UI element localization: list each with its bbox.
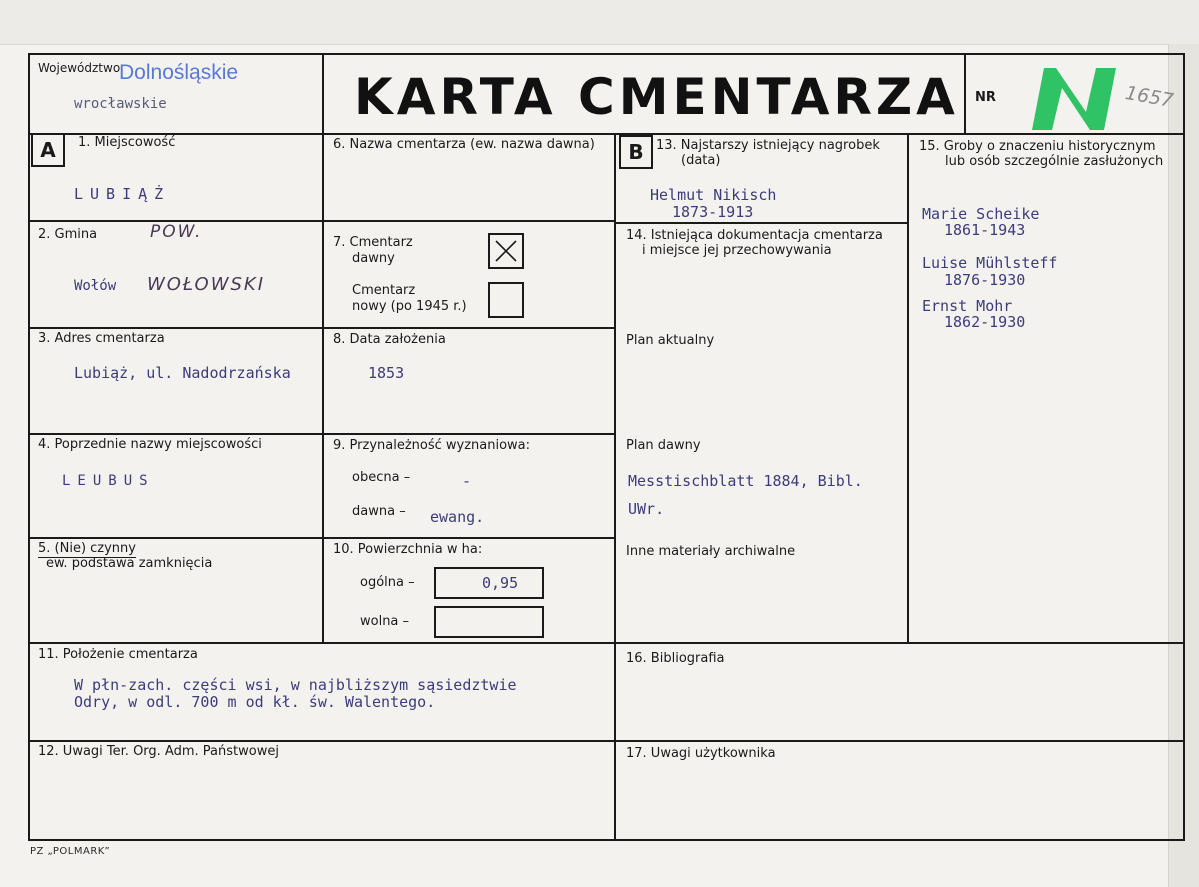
grave-1-dates: 1861-1943 [944,221,1026,239]
field-16-label: 16. Bibliografia [626,651,725,666]
field-2-handwritten-powiat: WOŁOWSKI [147,274,266,295]
field-9-obecna-value: - [462,472,472,490]
section-b-label: B [619,135,653,169]
field-4-label: 4. Poprzednie nazwy miejscowości [38,437,262,452]
field-7-label: 7. Cmentarz [333,235,413,250]
field-11-line-1: W płn-zach. części wsi, w najbliższym sąsiedztwie [74,676,517,694]
field-8-value: 1853 [368,364,405,382]
plan-dawny-value-1: Messtischblatt 1884, Bibl. [628,472,863,490]
nowy-checkbox[interactable] [488,282,524,318]
row-divider-4 [28,537,616,539]
field-15-label: 15. Groby o znaczeniu historycznym [919,139,1156,154]
field-5-sublabel: ew. podstawa zamknięcia [46,556,213,571]
wojewodztwo-stamp: Dolnośląskie [119,61,239,84]
field-5-label: 5. (Nie) czynny [38,541,136,556]
row-divider-6 [28,740,1185,742]
field-7-nowy-sublabel: nowy (po 1945 r.) [352,299,467,314]
field-3-label: 3. Adres cmentarza [38,331,165,346]
wojewodztwo-value: wrocławskie [74,96,167,112]
field-13-name: Helmut Nikisch [650,186,777,204]
grave-3-dates: 1862-1930 [944,313,1026,331]
field-11-line-2: Odry, w odl. 700 m od kł. św. Walentego. [74,693,436,711]
plan-dawny-value-2: UWr. [628,500,665,518]
paper-top-edge [0,0,1199,45]
field-12-label: 12. Uwagi Ter. Org. Adm. Państwowej [38,744,279,759]
section-a-label: A [31,133,65,167]
ogolna-area-field[interactable] [434,567,544,599]
grave-2-name: Luise Mühlsteff [922,254,1058,272]
col-divider-3 [907,133,909,643]
field-4-value: LEUBUS [62,473,155,489]
row-divider-5 [28,642,1185,644]
field-13-dates: 1873-1913 [672,203,754,221]
field-14-label: 14. Istniejąca dokumentacja cmentarza [626,228,883,243]
wojewodztwo-label: Województwo [38,61,121,75]
frame-left [28,53,30,841]
plan-aktualny-label: Plan aktualny [626,333,715,348]
grave-1-name: Marie Scheike [922,205,1040,223]
row-divider-3 [28,433,616,435]
grave-3-name: Ernst Mohr [922,297,1013,315]
field-10-ogolna-label: ogólna – [360,575,415,590]
field-10-wolna-label: wolna – [360,614,410,629]
grave-2-dates: 1876-1930 [944,271,1026,289]
field-2-value: Wołów [74,278,117,294]
field-9-dawna-label: dawna – [352,504,406,519]
field-11-label: 11. Położenie cmentarza [38,647,198,662]
frame-bottom [28,839,1185,841]
frame-right [1183,53,1185,841]
field-6-label: 6. Nazwa cmentarza (ew. nazwa dawna) [333,137,595,152]
field-2-label: 2. Gmina [38,227,98,242]
col-divider-1 [322,53,324,643]
dawny-checkbox[interactable] [488,233,524,269]
field-10-ogolna-value: 0,95 [482,574,519,592]
field-17-label: 17. Uwagi użytkownika [626,746,776,761]
page-title: KARTA CMENTARZA [354,68,959,126]
field-9-dawna-value: ewang. [430,508,485,526]
field-13-label: 13. Najstarszy istniejący nagrobek [656,138,880,153]
field-8-label: 8. Data założenia [333,332,446,347]
inne-materialy-label: Inne materiały archiwalne [626,544,796,559]
field-9-obecna-label: obecna – [352,470,411,485]
printer-footer: PZ „POLMARK” [30,846,111,857]
wolna-area-field[interactable] [434,606,544,638]
field-1-value: LUBIĄŻ [74,185,171,203]
field-14-sublabel: i miejsce jej przechowywania [642,243,832,258]
field-9-label: 9. Przynależność wyznaniowa: [333,438,531,453]
field-3-value: Lubiąż, ul. Nadodrzańska [74,364,291,382]
field-2-handwritten-pow: POW. [150,222,203,242]
row-divider-2 [28,327,616,329]
row-divider-1 [28,220,616,222]
green-marker-n [1022,60,1122,134]
nr-divider [964,53,966,135]
field-7-nowy-label: Cmentarz [352,283,416,298]
col-divider-2 [614,133,616,841]
field-10-label: 10. Powierzchnia w ha: [333,542,483,557]
field-7-dawny-label: dawny [352,251,395,266]
frame-top [28,53,1185,55]
field-13-sublabel: (data) [681,153,721,168]
row-divider-b1 [616,222,907,224]
checkbox-x-icon [490,235,522,267]
plan-dawny-label: Plan dawny [626,438,701,453]
header-divider [28,133,1185,135]
field-1-label: 1. Miejscowość [78,135,176,150]
field-15-sublabel: lub osób szczególnie zasłużonych [945,154,1164,169]
nr-value: 1657 [1123,81,1175,113]
nr-label: NR [975,90,996,105]
